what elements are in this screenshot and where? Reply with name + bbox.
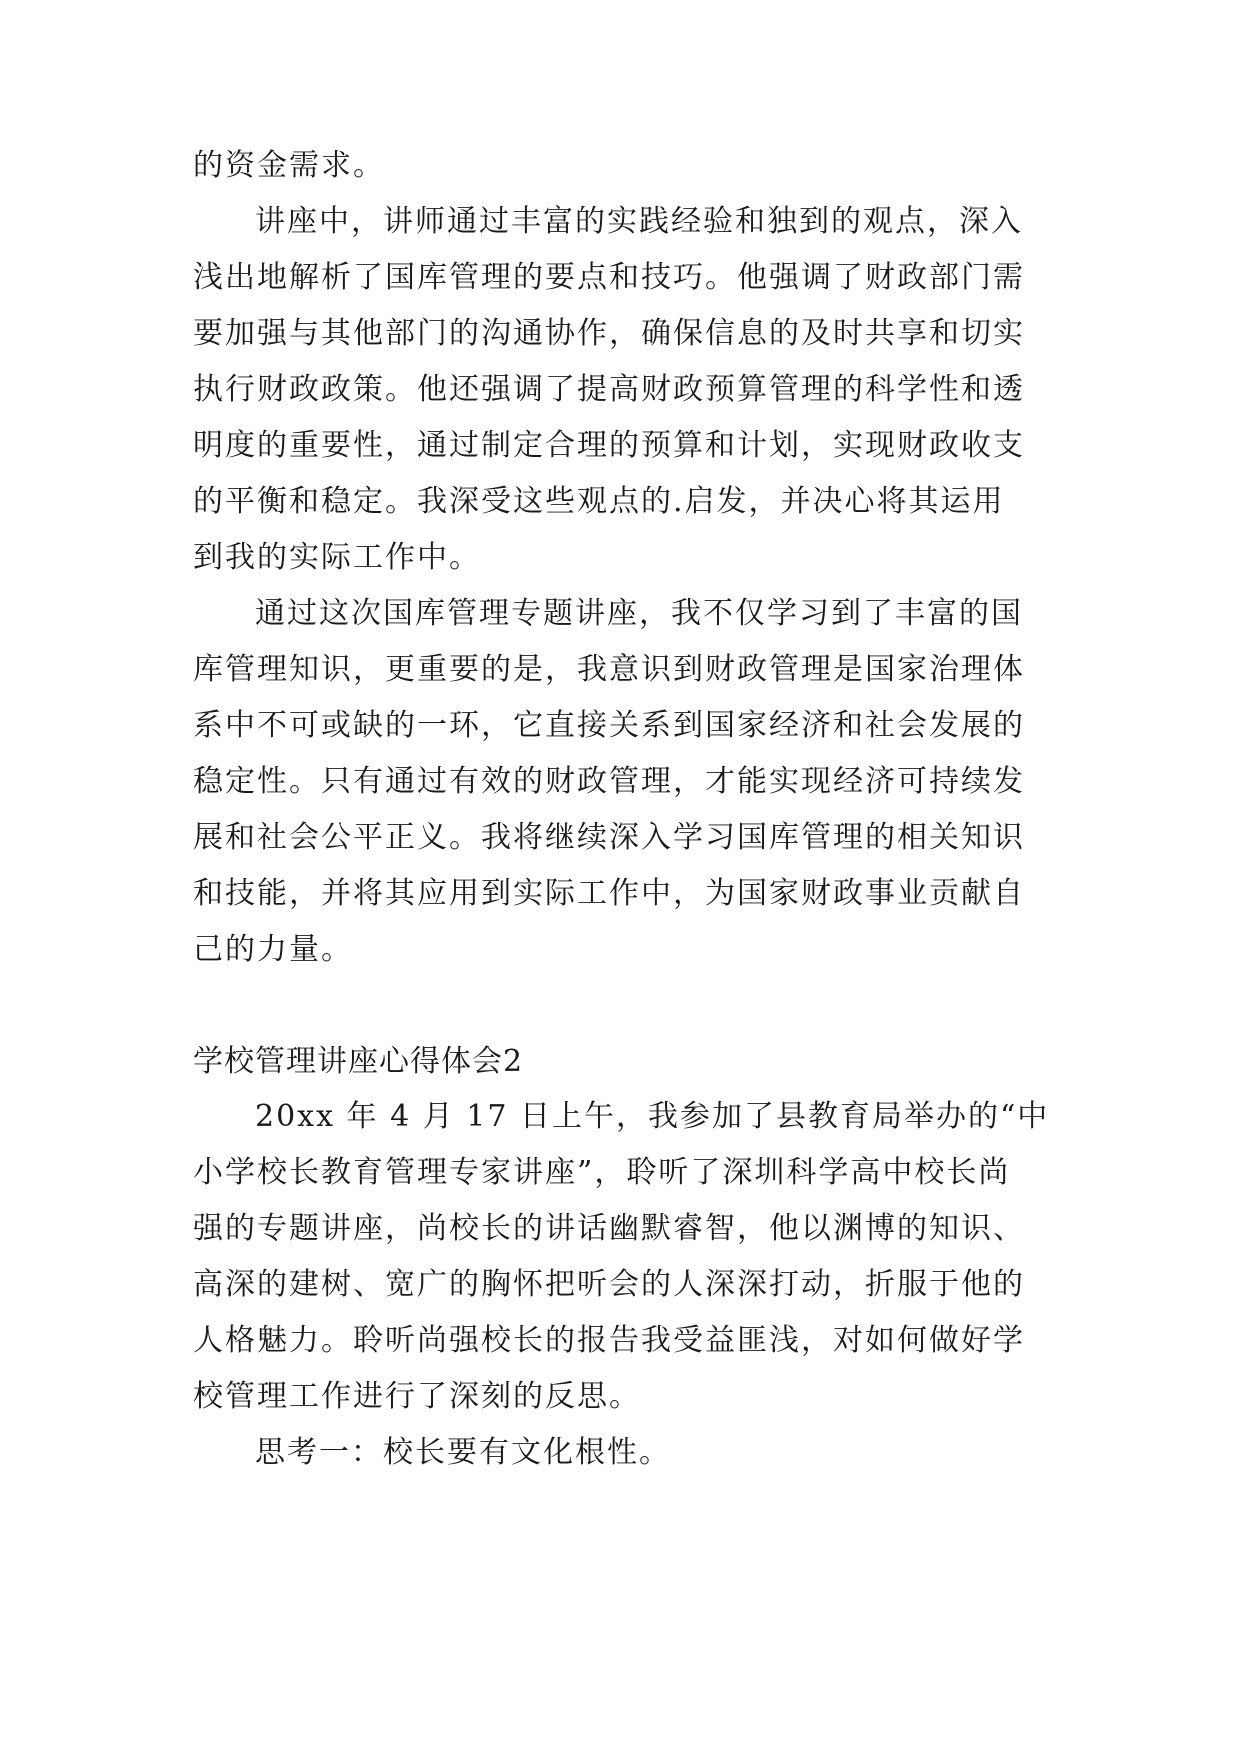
paragraph-line: 和技能，并将其应用到实际工作中，为国家财政事业贡献自 — [193, 876, 1025, 911]
paragraph-line: 库管理知识，更重要的是，我意识到财政管理是国家治理体 — [193, 652, 1025, 687]
paragraph-line: 到我的实际工作中。 — [193, 540, 481, 575]
paragraph-line: 要加强与其他部门的沟通协作，确保信息的及时共享和切实 — [193, 316, 1025, 351]
paragraph-line: 20xx 年 4 月 17 日上午，我参加了县教育局举办的“中 — [255, 1099, 1050, 1134]
paragraph-line: 通过这次国库管理专题讲座，我不仅学习到了丰富的国 — [255, 596, 1023, 631]
paragraph-line: 执行财政政策。他还强调了提高财政预算管理的科学性和透 — [193, 372, 1025, 407]
paragraph-line: 浅出地解析了国库管理的要点和技巧。他强调了财政部门需 — [193, 260, 1025, 295]
paragraph-line: 展和社会公平正义。我将继续深入学习国库管理的相关知识 — [193, 820, 1025, 855]
paragraph-line: 校管理工作进行了深刻的反思。 — [193, 1379, 641, 1414]
paragraph-line: 高深的建树、宽广的胸怀把听会的人深深打动，折服于他的 — [193, 1267, 1025, 1302]
paragraph-line: 的资金需求。 — [193, 148, 385, 183]
paragraph-line: 明度的重要性，通过制定合理的预算和计划，实现财政收支 — [193, 428, 1025, 463]
paragraph-line: 己的力量。 — [193, 932, 353, 967]
paragraph-line: 人格魅力。聆听尚强校长的报告我受益匪浅，对如何做好学 — [193, 1323, 1025, 1358]
section-heading: 学校管理讲座心得体会2 — [193, 1044, 524, 1079]
paragraph-line: 稳定性。只有通过有效的财政管理，才能实现经济可持续发 — [193, 764, 1025, 799]
paragraph-line: 强的专题讲座，尚校长的讲话幽默睿智，他以渊博的知识、 — [193, 1211, 1025, 1246]
paragraph-line: 思考一：校长要有文化根性。 — [255, 1435, 671, 1470]
paragraph-line: 小学校长教育管理专家讲座”，聆听了深圳科学高中校长尚 — [193, 1155, 1011, 1190]
paragraph-line: 的平衡和稳定。我深受这些观点的.启发，并决心将其运用 — [193, 484, 1005, 519]
paragraph-line: 系中不可或缺的一环，它直接关系到国家经济和社会发展的 — [193, 708, 1025, 743]
paragraph-line: 讲座中，讲师通过丰富的实践经验和独到的观点，深入 — [255, 204, 1023, 239]
